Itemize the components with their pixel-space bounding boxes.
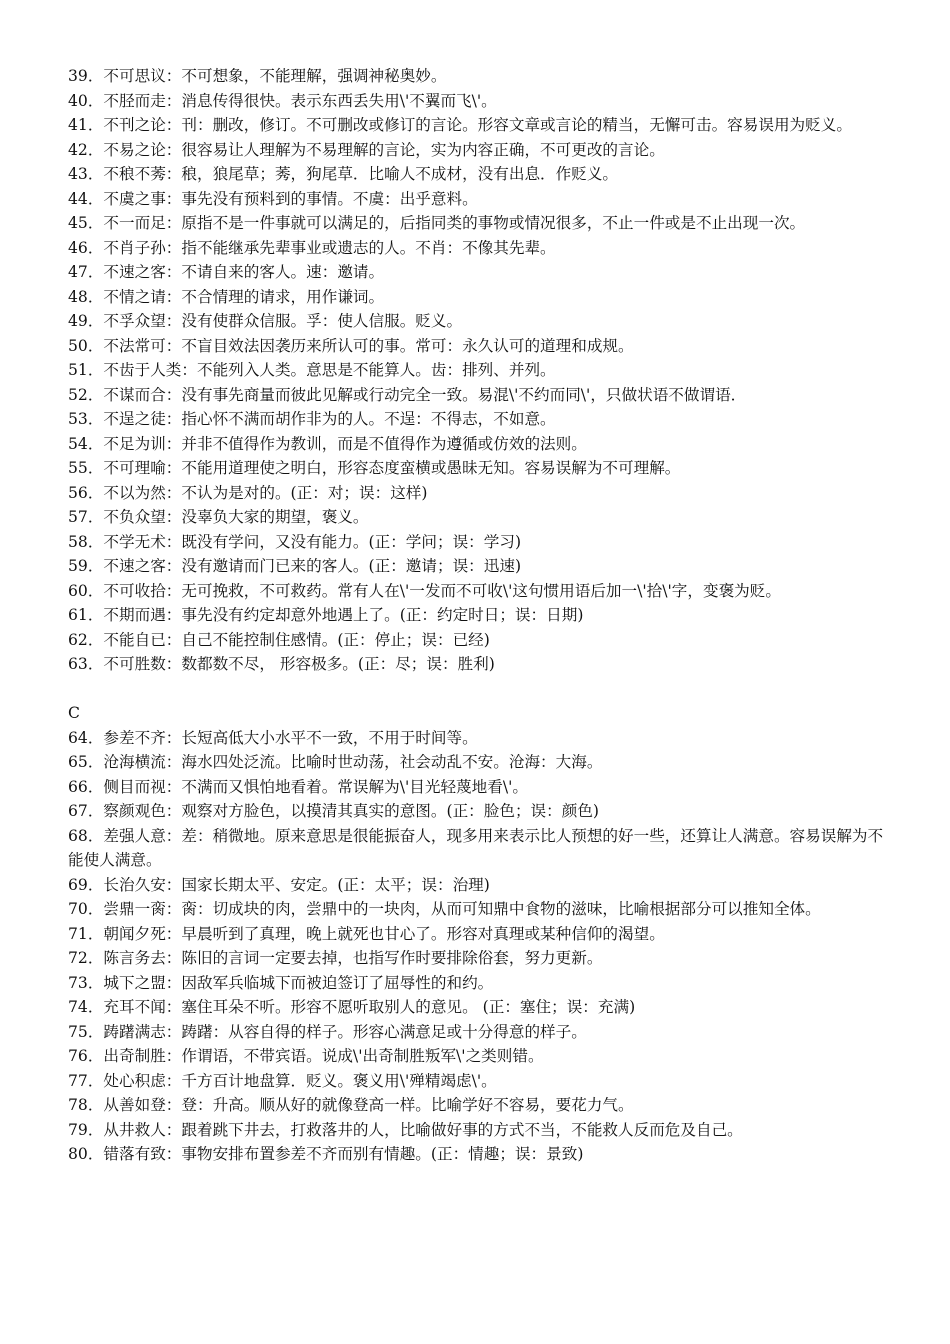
list-item: 67．察颜观色：观察对方脸色，以摸清其真实的意图。(正：脸色；误：颜色) <box>68 802 600 820</box>
list-item: 76．出奇制胜：作谓语，不带宾语。说成\'出奇制胜叛军\'之类则错。 <box>68 1047 544 1065</box>
list-item: 45．不一而足：原指不是一件事就可以满足的，后指同类的事物或情况很多，不止一件或是不止出现一次。 <box>68 214 806 232</box>
list-item: 59．不速之客：没有邀请而门已来的客人。(正：邀请；误：迅速) <box>68 557 522 575</box>
list-item: 68．差强人意：差：稍微地。原来意思是很能振奋人，现多用来表示比人预想的好一些，还算让人满意。容易误解为不能使人满意。 <box>68 826 884 869</box>
section-heading-c: C <box>68 704 80 722</box>
list-item: 53．不逞之徒：指心怀不满而胡作非为的人。不逞：不得志，不如意。 <box>68 410 556 428</box>
list-item: 60．不可收拾：无可挽救，不可救药。常有人在\'一发而不可收\'这句惯用语后加一\'拾\'字，变褒为贬。 <box>68 581 781 600</box>
list-item: 50．不法常可：不盲目效法因袭历来所认可的事。常可：永久认可的道理和成规。 <box>68 336 634 355</box>
list-item: 57．不负众望：没辜负大家的期望，褒义。 <box>68 508 369 526</box>
list-item: 47．不速之客：不请自来的客人。速：邀请。 <box>68 263 385 281</box>
list-item: 70．尝鼎一脔：脔：切成块的肉，尝鼎中的一块肉，从而可知鼎中食物的滋味，比喻根据部分可以推知全体。 <box>68 900 821 918</box>
list-item: 42．不易之论：很容易让人理解为不易理解的言论，实为内容正确，不可更改的言论。 <box>68 140 665 159</box>
list-item: 49．不孚众望：没有使群众信服。孚：使人信服。贬义。 <box>68 312 463 330</box>
list-item: 74．充耳不闻：塞住耳朵不听。形容不愿听取别人的意见。 (正：塞住；误：充满) <box>68 998 636 1016</box>
list-item: 39．不可思议：不可想象，不能理解，强调神秘奥妙。 <box>68 67 447 85</box>
section-c-list <box>68 726 886 1167</box>
list-item: 54．不足为训：并非不值得作为教训，而是不值得作为遵循或仿效的法则。 <box>68 434 587 453</box>
list-item: 52．不谋而合：没有事先商量而彼此见解或行动完全一致。易混\'不约而同\'，只做状语不做谓语． <box>68 385 747 404</box>
list-item: 78．从善如登：登：升高。顺从好的就像登高一样。比喻学好不容易，要花力气。 <box>68 1096 634 1114</box>
list-item: 41．不刊之论：刊：删改，修订。不可删改或修订的言论。形容文章或言论的精当，无懈可击。容易误用为贬义。 <box>68 116 852 134</box>
list-item: 77．处心积虑：千方百计地盘算．贬义。褒义用\'殚精竭虑\'。 <box>68 1071 497 1090</box>
list-item: 80．错落有致：事物安排布置参差不齐而别有情趣。(正：情趣；误：景致) <box>68 1145 584 1163</box>
list-item: 44．不虞之事：事先没有预料到的事情。不虞：出乎意料。 <box>68 189 478 208</box>
document-page <box>68 64 886 1167</box>
list-item: 79．从井救人：跟着跳下井去，打救落井的人，比喻做好事的方式不当，不能救人反而危及自己。 <box>68 1120 743 1139</box>
list-item: 75．踌躇满志：踌躇：从容自得的样子。形容心满意足或十分得意的样子。 <box>68 1022 587 1041</box>
section-spacer <box>68 677 886 702</box>
list-item: 71．朝闻夕死：早晨听到了真理，晚上就死也甘心了。形容对真理或某种信仰的渴望。 <box>68 924 665 943</box>
list-item: 66．侧目而视：不满而又惧怕地看着。常误解为\'目光轻蔑地看\'。 <box>68 777 528 796</box>
list-item: 48．不情之请：不合情理的请求，用作谦词。 <box>68 287 385 306</box>
list-item: 65．沧海横流：海水四处泛流。比喻时世动荡，社会动乱不安。沧海：大海。 <box>68 753 603 771</box>
list-item: 72．陈言务去：陈旧的言词一定要去掉，也指写作时要排除俗套，努力更新。 <box>68 949 603 967</box>
list-item: 62．不能自已：自己不能控制住感情。(正：停止；误：已经) <box>68 630 490 649</box>
list-item: 43．不稂不莠：稂，狼尾草；莠，狗尾草．比喻人不成材，没有出息．作贬义。 <box>68 165 619 183</box>
list-item: 51．不齿于人类：不能列入人类。意思是不能算人。齿：排列、并列。 <box>68 361 556 379</box>
list-item: 58．不学无术：既没有学问，又没有能力。(正：学问；误：学习) <box>68 532 522 551</box>
list-item: 55．不可理喻：不能用道理使之明白，形容态度蛮横或愚昧无知。容易误解为不可理解。 <box>68 459 681 477</box>
list-item: 69．长治久安：国家长期太平、安定。(正：太平；误：治理) <box>68 875 490 894</box>
list-item: 61．不期而遇：事先没有约定却意外地遇上了。(正：约定时日；误：日期) <box>68 606 584 624</box>
list-item: 40．不胫而走：消息传得很快。表示东西丢失用\'不翼而飞\'。 <box>68 91 497 110</box>
section-b-list <box>68 64 886 677</box>
list-item: 64．参差不齐：长短高低大小水平不一致，不用于时间等。 <box>68 728 478 747</box>
list-item: 73．城下之盟：因敌军兵临城下而被迫签订了屈辱性的和约。 <box>68 973 494 992</box>
list-item: 56．不以为然：不认为是对的。(正：对；误：这样) <box>68 483 428 502</box>
list-item: 46．不肖子孙：指不能继承先辈事业或遗志的人。不肖：不像其先辈。 <box>68 238 556 257</box>
list-item: 63．不可胜数：数都数不尽， 形容极多。(正：尽；误：胜利) <box>68 655 495 673</box>
